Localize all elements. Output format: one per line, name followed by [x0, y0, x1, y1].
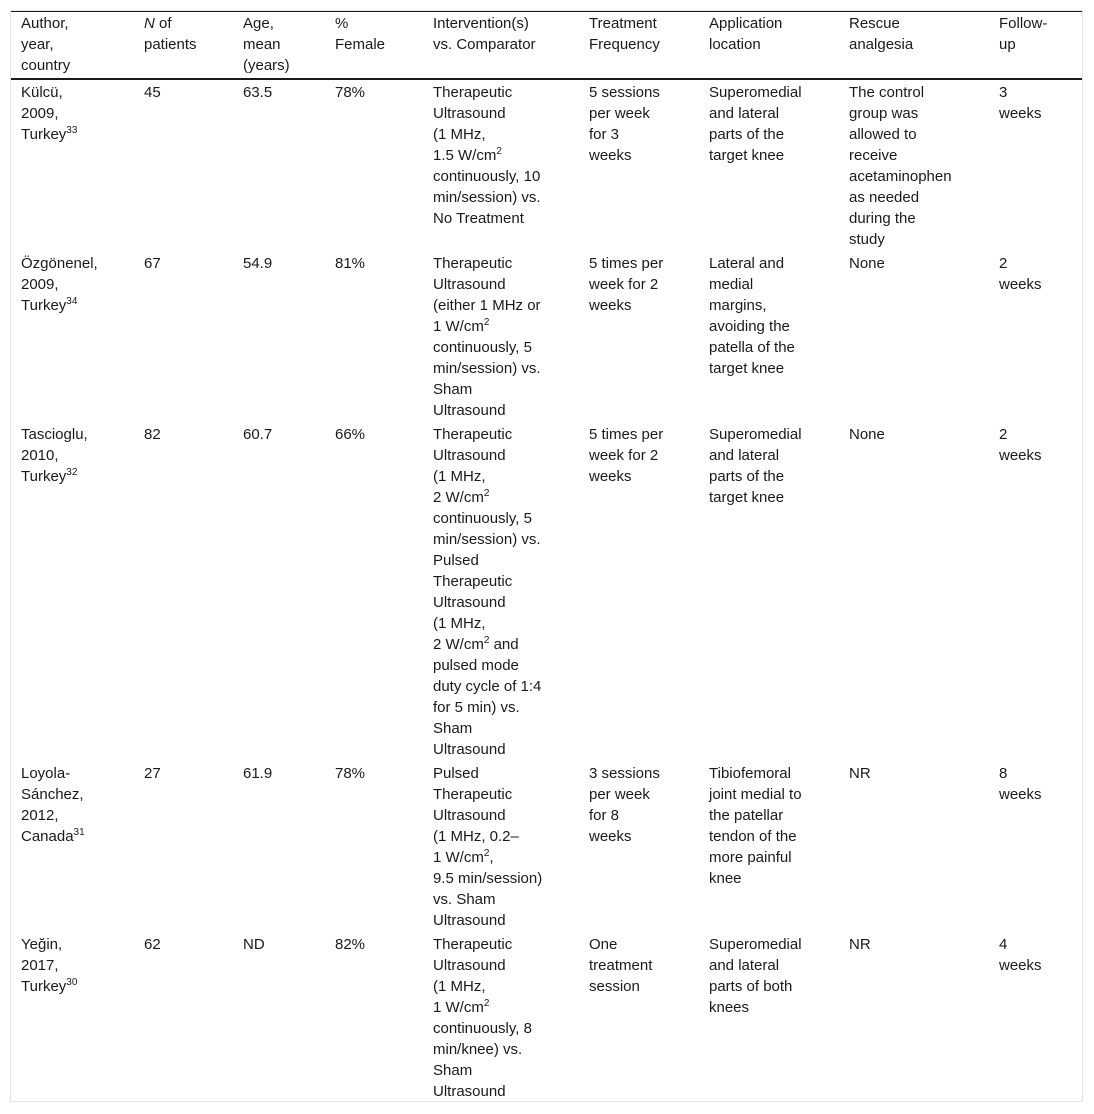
cell-rescue: None: [849, 255, 885, 272]
header-followup: Follow- up: [989, 12, 1083, 80]
header-author: Author, year, country: [11, 12, 134, 80]
intervention-text: Therapeutic Ultrasound (either 1 MHz or 1 W/cm: [433, 255, 541, 335]
cell-author: [11, 252, 134, 423]
cell-location: Superomedial and lateral parts of the target knee: [709, 426, 802, 506]
header-intervention: Intervention(s) vs. Comparator: [423, 12, 579, 80]
intervention-text: Therapeutic Ultrasound (1 MHz, 1 W/cm: [433, 936, 513, 1016]
unit-superscript: 2: [483, 848, 490, 859]
intervention-text: Therapeutic Ultrasound (1 MHz, 1.5 W/cm: [433, 84, 513, 164]
cell-female: 78%: [335, 84, 366, 101]
cell-frequency: 5 times per week for 2 weeks: [589, 426, 664, 485]
cell-location: Superomedial and lateral parts of the target knee: [709, 84, 802, 164]
cell-age: 60.7: [243, 426, 273, 443]
cell-author: [11, 423, 134, 762]
intervention-text: continuously, 5 min/session) vs. Sham Ultrasound: [433, 339, 541, 419]
author-text: Külcü, 2009, Turkey: [21, 84, 67, 143]
unit-superscript: 2: [483, 488, 490, 499]
intervention-text: continuously, 8 min/knee) vs. Sham Ultrasound: [433, 1020, 532, 1100]
cell-rescue: NR: [849, 765, 871, 782]
cell-author: [11, 933, 134, 1102]
unit-superscript: 2: [496, 146, 502, 157]
intervention-text: continuously, 5 min/session) vs. Pulsed Therapeutic Ultrasound (1 MHz, 2 W/cm: [433, 510, 541, 653]
intervention-text: , 9.5 min/session) vs. Sham Ultrasound: [433, 849, 543, 929]
cell-frequency: 5 times per week for 2 weeks: [589, 255, 664, 314]
reference-number: 31: [73, 827, 85, 838]
cell-age: 61.9: [243, 765, 273, 782]
header-rescue: Rescue analgesia: [839, 12, 989, 80]
cell-followup: 2 weeks: [999, 255, 1042, 293]
cell-rescue: NR: [839, 933, 989, 1102]
header-location: Application location: [699, 12, 839, 80]
cell-location: Superomedial and lateral parts of both knees: [699, 933, 839, 1102]
header-patients-n: N: [144, 15, 155, 32]
cell-frequency: One treatment session: [579, 933, 699, 1102]
header-row: [11, 12, 1083, 80]
cell-female: 66%: [335, 426, 366, 443]
cell-age: 54.9: [243, 255, 273, 272]
cell-rescue: None: [849, 426, 885, 443]
cell-followup: 2 weeks: [999, 426, 1042, 464]
cell-patients: 67: [144, 255, 161, 272]
cell-intervention: [423, 933, 579, 1102]
cell-patients: 27: [144, 765, 161, 782]
cell-female: 81%: [335, 255, 366, 272]
intervention-text: Therapeutic Ultrasound (1 MHz, 2 W/cm: [433, 426, 513, 506]
author-text: Loyola- Sánchez, 2012, Canada: [21, 765, 84, 845]
cell-frequency: 3 sessions per week for 8 weeks: [589, 765, 660, 845]
header-patients-label: of patients: [144, 15, 197, 53]
header-patients: [134, 12, 233, 80]
cell-female: 78%: [335, 765, 366, 782]
cell-patients: 45: [144, 84, 161, 101]
table-row: [11, 762, 1083, 933]
reference-number: 32: [66, 467, 78, 478]
cell-author: [11, 79, 134, 252]
header-age: Age, mean (years): [233, 12, 325, 80]
table-header: [11, 12, 1083, 80]
unit-superscript: 2: [483, 317, 490, 328]
cell-followup: 8 weeks: [999, 765, 1042, 803]
unit-superscript: 2: [483, 998, 490, 1009]
table-frame: [10, 10, 1083, 1102]
cell-intervention: [423, 423, 579, 762]
cell-followup: 3 weeks: [999, 84, 1042, 122]
author-text: Tascioglu, 2010, Turkey: [21, 426, 88, 485]
cell-patients: 62: [134, 933, 233, 1102]
table-row: [11, 933, 1083, 1102]
reference-number: 30: [66, 977, 78, 988]
cell-intervention: [423, 252, 579, 423]
intervention-text: continuously, 10 min/session) vs. No Treatment: [433, 168, 541, 227]
author-text: Yeğin, 2017, Turkey: [21, 936, 67, 995]
table-row: [11, 79, 1083, 252]
cell-followup: 4 weeks: [989, 933, 1083, 1102]
unit-superscript: 2: [483, 635, 490, 646]
reference-number: 33: [66, 125, 78, 136]
cell-location: Lateral and medial margins, avoiding the patella of the target knee: [709, 255, 795, 377]
cell-author: [11, 762, 134, 933]
studies-table: [11, 11, 1083, 1102]
intervention-text: Pulsed Therapeutic Ultrasound (1 MHz, 0.2– 1 W/cm: [433, 765, 519, 866]
author-text: Özgönenel, 2009, Turkey: [21, 255, 98, 314]
header-female: % Female: [325, 12, 423, 80]
table-body: [11, 79, 1083, 1102]
cell-frequency: 5 sessions per week for 3 weeks: [589, 84, 660, 164]
cell-female: 82%: [325, 933, 423, 1102]
cell-location: Tibiofemoral joint medial to the patellar tendon of the more painful knee: [709, 765, 802, 887]
intervention-text: and pulsed mode duty cycle of 1:4 for 5 min) vs. Sham Ultrasound: [433, 636, 542, 758]
cell-age: 63.5: [243, 84, 273, 101]
cell-age: ND: [233, 933, 325, 1102]
cell-patients: 82: [144, 426, 161, 443]
table-row: [11, 252, 1083, 423]
header-frequency: Treatment Frequency: [579, 12, 699, 80]
cell-intervention: [423, 79, 579, 252]
cell-rescue: The control group was allowed to receive acetaminophen as needed during the study: [849, 84, 952, 248]
reference-number: 34: [66, 296, 78, 307]
cell-intervention: [423, 762, 579, 933]
table-row: [11, 423, 1083, 762]
